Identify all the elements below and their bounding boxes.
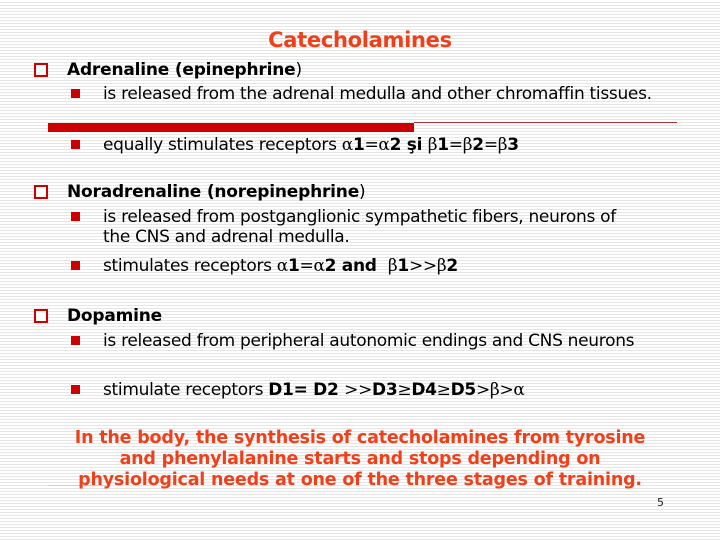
formula-part: = — [299, 256, 314, 276]
receptor-formula — [103, 256, 701, 276]
hollow-square-bullet-icon — [34, 309, 48, 323]
formula-prefix: equally stimulates receptors — [103, 135, 342, 155]
formula-part: 2 and — [324, 256, 388, 276]
beta-symbol: β — [462, 135, 473, 155]
formula-part: > — [475, 380, 490, 400]
filled-square-bullet-icon — [71, 336, 80, 345]
formula-part: 2 — [472, 135, 484, 155]
page-number: 5 — [657, 496, 664, 509]
formula-part: = — [483, 135, 498, 155]
formula-part: = — [364, 135, 379, 155]
alpha-symbol: α — [341, 135, 353, 155]
formula-part: 1 — [352, 135, 365, 155]
divider-thick — [48, 123, 414, 132]
formula-part: 2 şi — [389, 135, 428, 155]
heading-text: Dopamine — [67, 306, 163, 326]
beta-symbol: β — [387, 256, 398, 276]
filled-square-bullet-icon — [71, 385, 80, 394]
summary-text: In the body, the synthesis of catecholamines from tyrosine and phenylalanine starts and stops depending on physiological needs at one of the three stages of training. — [74, 428, 646, 490]
list-item — [71, 135, 701, 155]
beta-symbol: β — [436, 256, 447, 276]
formula-part: 2 — [446, 256, 458, 276]
alpha-symbol: α — [276, 256, 288, 276]
receptor-formula — [103, 135, 701, 155]
hollow-square-bullet-icon — [34, 185, 48, 199]
section-heading-dopamine — [34, 306, 162, 326]
heading-paren: ) — [359, 182, 366, 202]
filled-square-bullet-icon — [71, 140, 80, 149]
list-item — [71, 331, 701, 351]
beta-symbol: β — [497, 135, 508, 155]
slide-title: Catecholamines — [268, 28, 452, 52]
filled-square-bullet-icon — [71, 261, 80, 270]
alpha-symbol: α — [313, 256, 325, 276]
list-item — [71, 380, 701, 400]
formula-part: D5 — [450, 380, 476, 400]
formula-part: D4 — [411, 380, 437, 400]
alpha-symbol: α — [513, 380, 525, 400]
filled-square-bullet-icon — [71, 89, 80, 98]
section-heading-noradrenaline — [34, 182, 365, 202]
formula-part: = — [448, 135, 463, 155]
heading-paren: ) — [295, 60, 302, 80]
formula-part: > — [499, 380, 514, 400]
heading-text: Adrenaline (epinephrine — [67, 60, 296, 80]
list-item-text: is released from peripheral autonomic endings and CNS neurons — [103, 331, 635, 351]
list-item — [71, 84, 701, 104]
heading-text: Noradrenaline (norepinephrine — [67, 182, 360, 202]
list-item-text: is released from postganglionic sympathetic fibers, neurons of the CNS and adrenal medulla. — [103, 207, 616, 247]
alpha-symbol: α — [378, 135, 390, 155]
beta-symbol: β — [489, 380, 500, 400]
section-heading-adrenaline — [34, 60, 302, 80]
formula-part: D3 — [372, 380, 398, 400]
formula-prefix: stimulates receptors — [103, 256, 277, 276]
formula-part: 1 — [397, 256, 409, 276]
list-item — [71, 256, 701, 276]
formula-part: >> — [408, 256, 437, 276]
list-item — [71, 207, 701, 247]
formula-prefix: stimulate receptors — [103, 380, 269, 400]
formula-part: >> — [344, 380, 373, 400]
list-item-text: is released from the adrenal medulla and other chromaffin tissues. — [103, 84, 652, 104]
formula-part: 1 — [437, 135, 449, 155]
beta-symbol: β — [427, 135, 438, 155]
divider-thin — [414, 122, 677, 123]
formula-part: 1 — [287, 256, 300, 276]
receptor-formula — [103, 380, 701, 400]
formula-part: 3 — [507, 135, 519, 155]
formula-part: ≥ — [436, 380, 451, 400]
filled-square-bullet-icon — [71, 212, 80, 221]
formula-part: D1= D2 — [268, 380, 345, 400]
hollow-square-bullet-icon — [34, 63, 48, 77]
formula-part: ≥ — [397, 380, 412, 400]
